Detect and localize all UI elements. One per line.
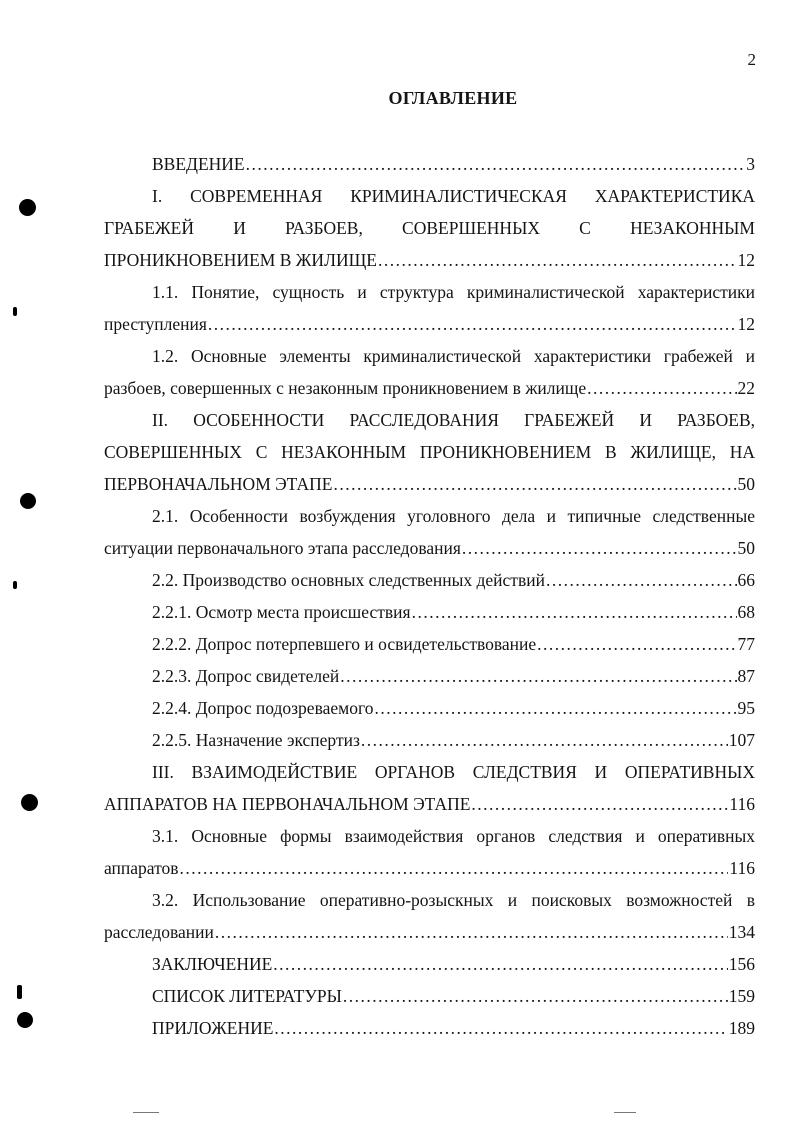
toc-entry-last-line xyxy=(104,1012,755,1044)
dot-leader xyxy=(343,980,728,1012)
toc-entry-text: ВВЕДЕНИЕ xyxy=(152,154,245,174)
toc-entry xyxy=(104,276,755,340)
toc-entry-text: ГРАБЕЖЕЙ И РАЗБОЕВ, СОВЕРШЕННЫХ С НЕЗАКОННЫМ xyxy=(104,218,755,238)
toc-entry-text: 1.2. Основные элементы криминалистической характеристики грабежей и xyxy=(152,346,755,366)
dot-leader xyxy=(333,468,736,500)
toc-entry xyxy=(104,820,755,884)
toc-entry-text: 2.1. Особенности возбуждения уголовного дела и типичные следственные xyxy=(152,506,755,526)
toc-entry-last-line xyxy=(104,628,755,660)
toc-entry-line xyxy=(104,820,755,852)
toc-entry xyxy=(104,628,755,660)
dot-leader xyxy=(208,308,737,340)
toc-entry-last-line xyxy=(104,724,755,756)
dot-leader xyxy=(378,244,737,276)
toc-entry-last-line xyxy=(104,948,755,980)
toc-entry-text: I. СОВРЕМЕННАЯ КРИМИНАЛИСТИЧЕСКАЯ ХАРАКТЕРИСТИКА xyxy=(152,186,755,206)
page-number: 2 xyxy=(747,50,756,69)
dot-leader xyxy=(361,724,728,756)
toc-page-number: 134 xyxy=(728,922,755,942)
toc-entry-text: СПИСОК ЛИТЕРАТУРЫ xyxy=(152,986,342,1006)
toc-entry-text: СОВЕРШЕННЫХ С НЕЗАКОННЫМ ПРОНИКНОВЕНИЕМ В ЖИЛИЩЕ, НА xyxy=(104,442,755,462)
punch-hole-mark xyxy=(20,493,36,509)
toc-entry-last-line xyxy=(104,788,755,820)
toc-entry-text: II. ОСОБЕННОСТИ РАССЛЕДОВАНИЯ ГРАБЕЖЕЙ И РАЗБОЕВ, xyxy=(152,410,755,430)
toc-entry xyxy=(104,692,755,724)
toc-entry xyxy=(104,948,755,980)
toc-entry-last-line xyxy=(104,660,755,692)
toc-entry-last-line xyxy=(104,532,755,564)
toc-entry-last-line xyxy=(104,244,755,276)
punch-hole-mark xyxy=(13,307,17,316)
dot-leader xyxy=(340,660,736,692)
toc-entry-last-line xyxy=(104,148,755,180)
toc-entry-last-line xyxy=(104,852,755,884)
toc-entry xyxy=(104,340,755,404)
toc-entry-last-line xyxy=(104,596,755,628)
table-of-contents xyxy=(104,148,755,1044)
dot-leader xyxy=(546,564,737,596)
dot-leader xyxy=(587,372,736,404)
toc-entry-text: III. ВЗАИМОДЕЙСТВИЕ ОРГАНОВ СЛЕДСТВИЯ И ОПЕРАТИВНЫХ xyxy=(152,762,755,782)
toc-entry xyxy=(104,884,755,948)
toc-entry-line xyxy=(104,436,755,468)
toc-page-number: 159 xyxy=(728,986,755,1006)
toc-entry-text: 3.2. Использование оперативно-розыскных и поисковых возможностей в xyxy=(152,890,755,910)
dot-leader xyxy=(180,852,729,884)
toc-entry-last-line xyxy=(104,980,755,1012)
toc-entry-text: ЗАКЛЮЧЕНИЕ xyxy=(152,954,273,974)
toc-entry-line xyxy=(104,180,755,212)
toc-entry xyxy=(104,596,755,628)
toc-entry-line xyxy=(104,404,755,436)
toc-entry xyxy=(104,564,755,596)
toc-entry-text: 1.1. Понятие, сущность и структура криминалистической характеристики xyxy=(152,282,755,302)
toc-entry-text: 3.1. Основные формы взаимодействия органов следствия и оперативных xyxy=(152,826,755,846)
toc-entry-text: разбоев, совершенных с незаконным проникновением в жилище xyxy=(104,378,587,398)
toc-entry-last-line xyxy=(104,308,755,340)
toc-page-number: 95 xyxy=(737,698,755,718)
toc-entry xyxy=(104,500,755,564)
toc-entry-text: 2.2.5. Назначение экспертиз xyxy=(152,730,360,750)
toc-entry-text: 2.2.4. Допрос подозреваемого xyxy=(152,698,374,718)
dot-leader xyxy=(215,916,728,948)
toc-page-number: 77 xyxy=(737,634,755,654)
dot-leader xyxy=(274,1012,727,1044)
toc-page-number: 87 xyxy=(737,666,755,686)
dot-leader xyxy=(462,532,737,564)
toc-entry-last-line xyxy=(104,916,755,948)
scan-mark xyxy=(133,1112,159,1113)
toc-entry-line xyxy=(104,276,755,308)
toc-entry-text: ПРОНИКНОВЕНИЕМ В ЖИЛИЩЕ xyxy=(104,250,377,270)
toc-page-number: 3 xyxy=(746,154,755,174)
punch-hole-mark xyxy=(17,1012,33,1028)
toc-page-number: 50 xyxy=(737,474,755,494)
toc-page-number: 116 xyxy=(729,858,755,878)
toc-page-number: 116 xyxy=(729,794,755,814)
toc-entry xyxy=(104,1012,755,1044)
punch-hole-mark xyxy=(13,581,17,589)
toc-entry-line xyxy=(104,884,755,916)
toc-entry-text: 2.2.2. Допрос потерпевшего и освидетельствование xyxy=(152,634,537,654)
toc-entry-text: расследовании xyxy=(104,922,214,942)
toc-title: ОГЛАВЛЕНИЕ xyxy=(388,88,518,108)
dot-leader xyxy=(471,788,728,820)
toc-entry xyxy=(104,148,755,180)
toc-entry xyxy=(104,756,755,820)
dot-leader xyxy=(273,948,727,980)
toc-entry-text: 2.2.1. Осмотр места происшествия xyxy=(152,602,411,622)
toc-entry-line xyxy=(104,340,755,372)
dot-leader xyxy=(246,148,746,180)
toc-entry-text: ПЕРВОНАЧАЛЬНОМ ЭТАПЕ xyxy=(104,474,333,494)
dot-leader xyxy=(412,596,737,628)
punch-hole-mark xyxy=(21,794,38,811)
toc-entry-last-line xyxy=(104,564,755,596)
toc-entry-line xyxy=(104,212,755,244)
toc-page-number: 189 xyxy=(728,1018,755,1038)
scan-mark xyxy=(614,1112,636,1113)
toc-entry-text: аппаратов xyxy=(104,858,179,878)
toc-entry-text: ситуации первоначального этапа расследования xyxy=(104,538,461,558)
toc-page-number: 22 xyxy=(737,378,755,398)
toc-page-number: 12 xyxy=(737,314,755,334)
toc-entry-text: АППАРАТОВ НА ПЕРВОНАЧАЛЬНОМ ЭТАПЕ xyxy=(104,794,471,814)
toc-entry xyxy=(104,660,755,692)
toc-entry xyxy=(104,980,755,1012)
toc-page-number: 107 xyxy=(728,730,755,750)
toc-entry-text: преступления xyxy=(104,314,207,334)
toc-page-number: 12 xyxy=(737,250,755,270)
punch-hole-mark xyxy=(17,985,22,999)
toc-entry xyxy=(104,180,755,276)
toc-entry-last-line xyxy=(104,372,755,404)
toc-entry-last-line xyxy=(104,692,755,724)
punch-hole-mark xyxy=(19,199,36,216)
dot-leader xyxy=(537,628,736,660)
toc-entry-line xyxy=(104,500,755,532)
toc-page-number: 68 xyxy=(737,602,755,622)
toc-entry xyxy=(104,404,755,500)
toc-entry-text: 2.2.3. Допрос свидетелей xyxy=(152,666,340,686)
toc-page-number: 156 xyxy=(728,954,755,974)
toc-entry-line xyxy=(104,756,755,788)
toc-page-number: 66 xyxy=(737,570,755,590)
toc-entry xyxy=(104,724,755,756)
toc-entry-text: 2.2. Производство основных следственных действий xyxy=(152,570,545,590)
toc-entry-last-line xyxy=(104,468,755,500)
dot-leader xyxy=(374,692,736,724)
toc-page-number: 50 xyxy=(737,538,755,558)
toc-entry-text: ПРИЛОЖЕНИЕ xyxy=(152,1018,274,1038)
